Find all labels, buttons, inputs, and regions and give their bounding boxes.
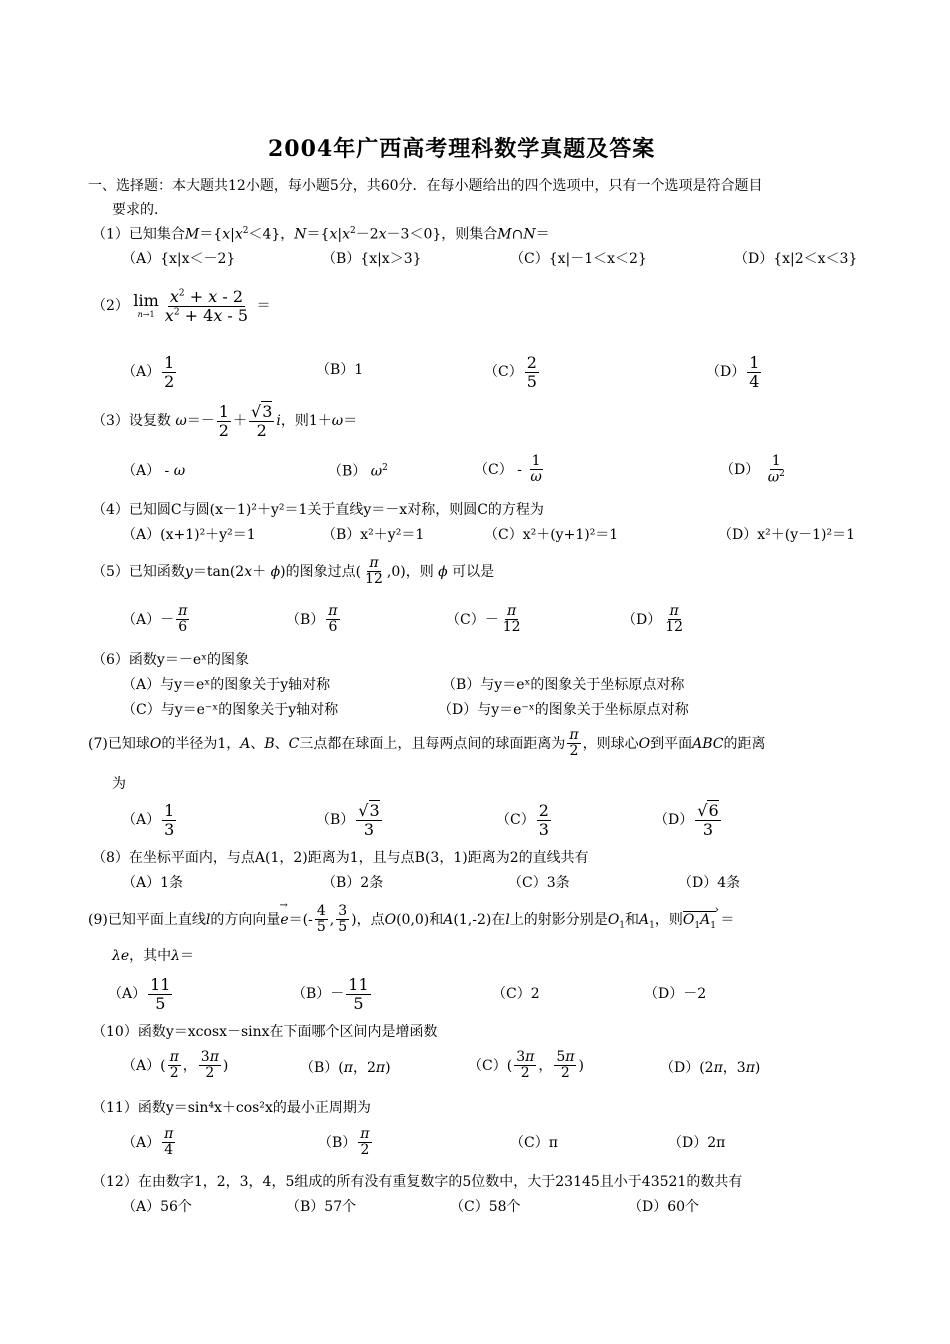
q4-option-c: （C）x²＋(y+1)²＝1 — [484, 527, 619, 543]
q10-option-a: （A）( $\frac{\pi}{2}$ ， $\frac{3\pi}{2}$ ) — [122, 1049, 229, 1082]
q5-option-c: （C）－ $\frac{\pi}{12}$ — [446, 603, 521, 636]
q9-option-d: （D）－2 — [644, 986, 707, 1002]
q2-limit: lim n→1 — [133, 291, 159, 320]
q3-stem: （3）设复数 ω＝－ $\frac{1}{2}$ ＋ $\frac{√3}{2}$ i，则1＋ω＝ — [92, 402, 358, 440]
q7-stem: (7)已知球O的半径为1，A、B、C三点都在球面上，且每两点间的球面距离为 $\frac{\pi}{2}$ ，则球心O到平面ABC的距离 — [88, 727, 766, 760]
q6-option-d: （D）与y＝e⁻ˣ的图象关于坐标原点对称 — [438, 702, 689, 718]
q7-option-d: （D） $\frac{√6}{3}$ — [654, 801, 719, 839]
q3-option-c: （C） - $\frac{1}{\omega}$ — [474, 453, 542, 486]
q12-option-c: （C）58个 — [450, 1199, 521, 1215]
q5-option-d: （D） $\frac{\pi}{12}$ — [622, 603, 684, 636]
q5-stem: （5）已知函数y＝tan(2x＋ ϕ)的图象过点( $\frac{\pi}{12}$ ,0)，则 ϕ 可以是 — [92, 555, 495, 588]
q6-option-b: （B）与y＝eˣ的图象关于坐标原点对称 — [442, 677, 685, 693]
q4-stem: （4）已知圆C与圆(x－1)²＋y²＝1关于直线y＝－x对称，则圆C的方程为 — [92, 502, 544, 518]
q11-option-c: （C）π — [510, 1135, 558, 1151]
q3-option-d: （D） $\frac{1}{\omega^2}$ — [720, 453, 785, 487]
q6-option-c: （C）与y＝e⁻ˣ的图象关于y轴对称 — [122, 702, 339, 718]
q7-option-a: （A） $\frac{1}{3}$ — [122, 801, 175, 839]
q11-option-a: （A） $\frac{\pi}{4}$ — [122, 1126, 174, 1159]
q9-option-b: （B）－ $\frac{11}{5}$ — [292, 975, 369, 1013]
q9-stem-tail: λe，其中λ＝ — [112, 948, 195, 964]
q3-option-a: （A） - ω — [122, 463, 186, 479]
q4-option-a: （A）(x+1)²＋y²＝1 — [122, 527, 256, 543]
q5-option-b: （B） $\frac{\pi}{6}$ — [286, 603, 338, 636]
q1-option-b: （B）{x|x＞3} — [322, 251, 422, 267]
q7-option-b: （B） $\frac{√3}{3}$ — [316, 801, 380, 839]
q1-number: （1） — [92, 226, 129, 243]
q9-stem: (9)已知平面上直线l的方向向量→ e＝(- $\frac{4}{5}$ , $\frac{3}{5}$ )，点O(0,0)和A(1,-2)在l上的射影分别是$O_1$和$A_1$，则$O_1A_1$ › ＝ — [88, 904, 734, 936]
q10-option-c: （C）( $\frac{3\pi}{2}$ ， $\frac{5\pi}{2}$ ) — [468, 1049, 584, 1082]
q9-option-a: （A） $\frac{11}{5}$ — [108, 975, 171, 1013]
q2-stem: （2） lim n→1 $\frac{x^2 + x - 2}{x^2 + 4x - 5}$ ＝ — [92, 287, 271, 325]
q6-option-a: （A）与y＝eˣ的图象关于y轴对称 — [122, 677, 331, 693]
q2-option-b: （B）1 — [316, 362, 364, 378]
q12-stem: （12）在由数字1，2，3，4，5组成的所有没有重复数字的5位数中，大于23145且小于43521的数共有 — [92, 1174, 743, 1190]
q7-option-c: （C） $\frac{2}{3}$ — [496, 801, 549, 839]
q2-fraction: $\frac{x^2 + x - 2}{x^2 + 4x - 5}$ — [164, 287, 249, 325]
q12-option-d: （D）60个 — [628, 1199, 700, 1215]
q8-option-d: （D）4条 — [678, 875, 741, 891]
q1-option-a: （A）{x|x＜－2} — [122, 251, 236, 267]
q2-option-a: （A） $\frac{1}{2}$ — [122, 353, 175, 391]
q10-option-b: （B）(π，2π) — [300, 1060, 391, 1076]
page-title: 2004年广西高考理科数学真题及答案 — [268, 136, 656, 162]
q1-option-c: （C）{x|－1＜x＜2} — [510, 251, 647, 267]
q8-option-a: （A）1条 — [122, 875, 184, 891]
q6-stem: （6）函数y＝－eˣ的图象 — [92, 652, 250, 668]
q10-option-d: （D）(2π，3π) — [660, 1060, 761, 1076]
q3-number: （3）设复数 — [92, 413, 171, 430]
q11-option-d: （D）2π — [668, 1135, 726, 1151]
q1-option-d: （D）{x|2＜x＜3} — [734, 251, 858, 267]
q4-option-d: （D）x²＋(y－1)²＝1 — [718, 527, 855, 543]
q2-number: （2） — [92, 298, 129, 315]
q10-stem: （10）函数y＝xcosx－sinx在下面哪个区间内是增函数 — [92, 1024, 438, 1040]
section-heading-line2: 要求的． — [112, 202, 168, 218]
q3-option-b: （B） $\omega^2$ — [328, 463, 388, 480]
q1-stem: （1）已知集合$M=\{x|x^2<4\}$，$N=\{x|x^2-2x-3<0\}$，则集合M∩N＝ — [92, 226, 550, 243]
q2-option-d: （D） $\frac{1}{4}$ — [706, 353, 760, 391]
q8-stem: （8）在坐标平面内，与点A(1，2)距离为1，且与点B(3，1)距离为2的直线共有 — [92, 850, 589, 866]
q8-option-c: （C）3条 — [508, 875, 570, 891]
q11-stem: （11）函数y＝sin⁴x＋cos²x的最小正周期为 — [92, 1100, 371, 1116]
q4-option-b: （B）x²＋y²＝1 — [322, 527, 425, 543]
section-heading-line1: 一、选择题：本大题共12小题，每小题5分，共60分．在每小题给出的四个选项中，只有一个选项是符合题目 — [88, 178, 763, 194]
q12-option-b: （B）57个 — [286, 1199, 357, 1215]
q8-option-b: （B）2条 — [322, 875, 384, 891]
q2-option-c: （C） $\frac{2}{5}$ — [484, 353, 537, 391]
q12-option-a: （A）56个 — [122, 1199, 192, 1215]
q9-option-c: （C）2 — [492, 986, 540, 1002]
q5-option-a: （A）－ $\frac{\pi}{6}$ — [122, 603, 188, 636]
q11-option-b: （B） $\frac{\pi}{2}$ — [318, 1126, 370, 1159]
q7-stem-tail: 为 — [112, 776, 126, 792]
